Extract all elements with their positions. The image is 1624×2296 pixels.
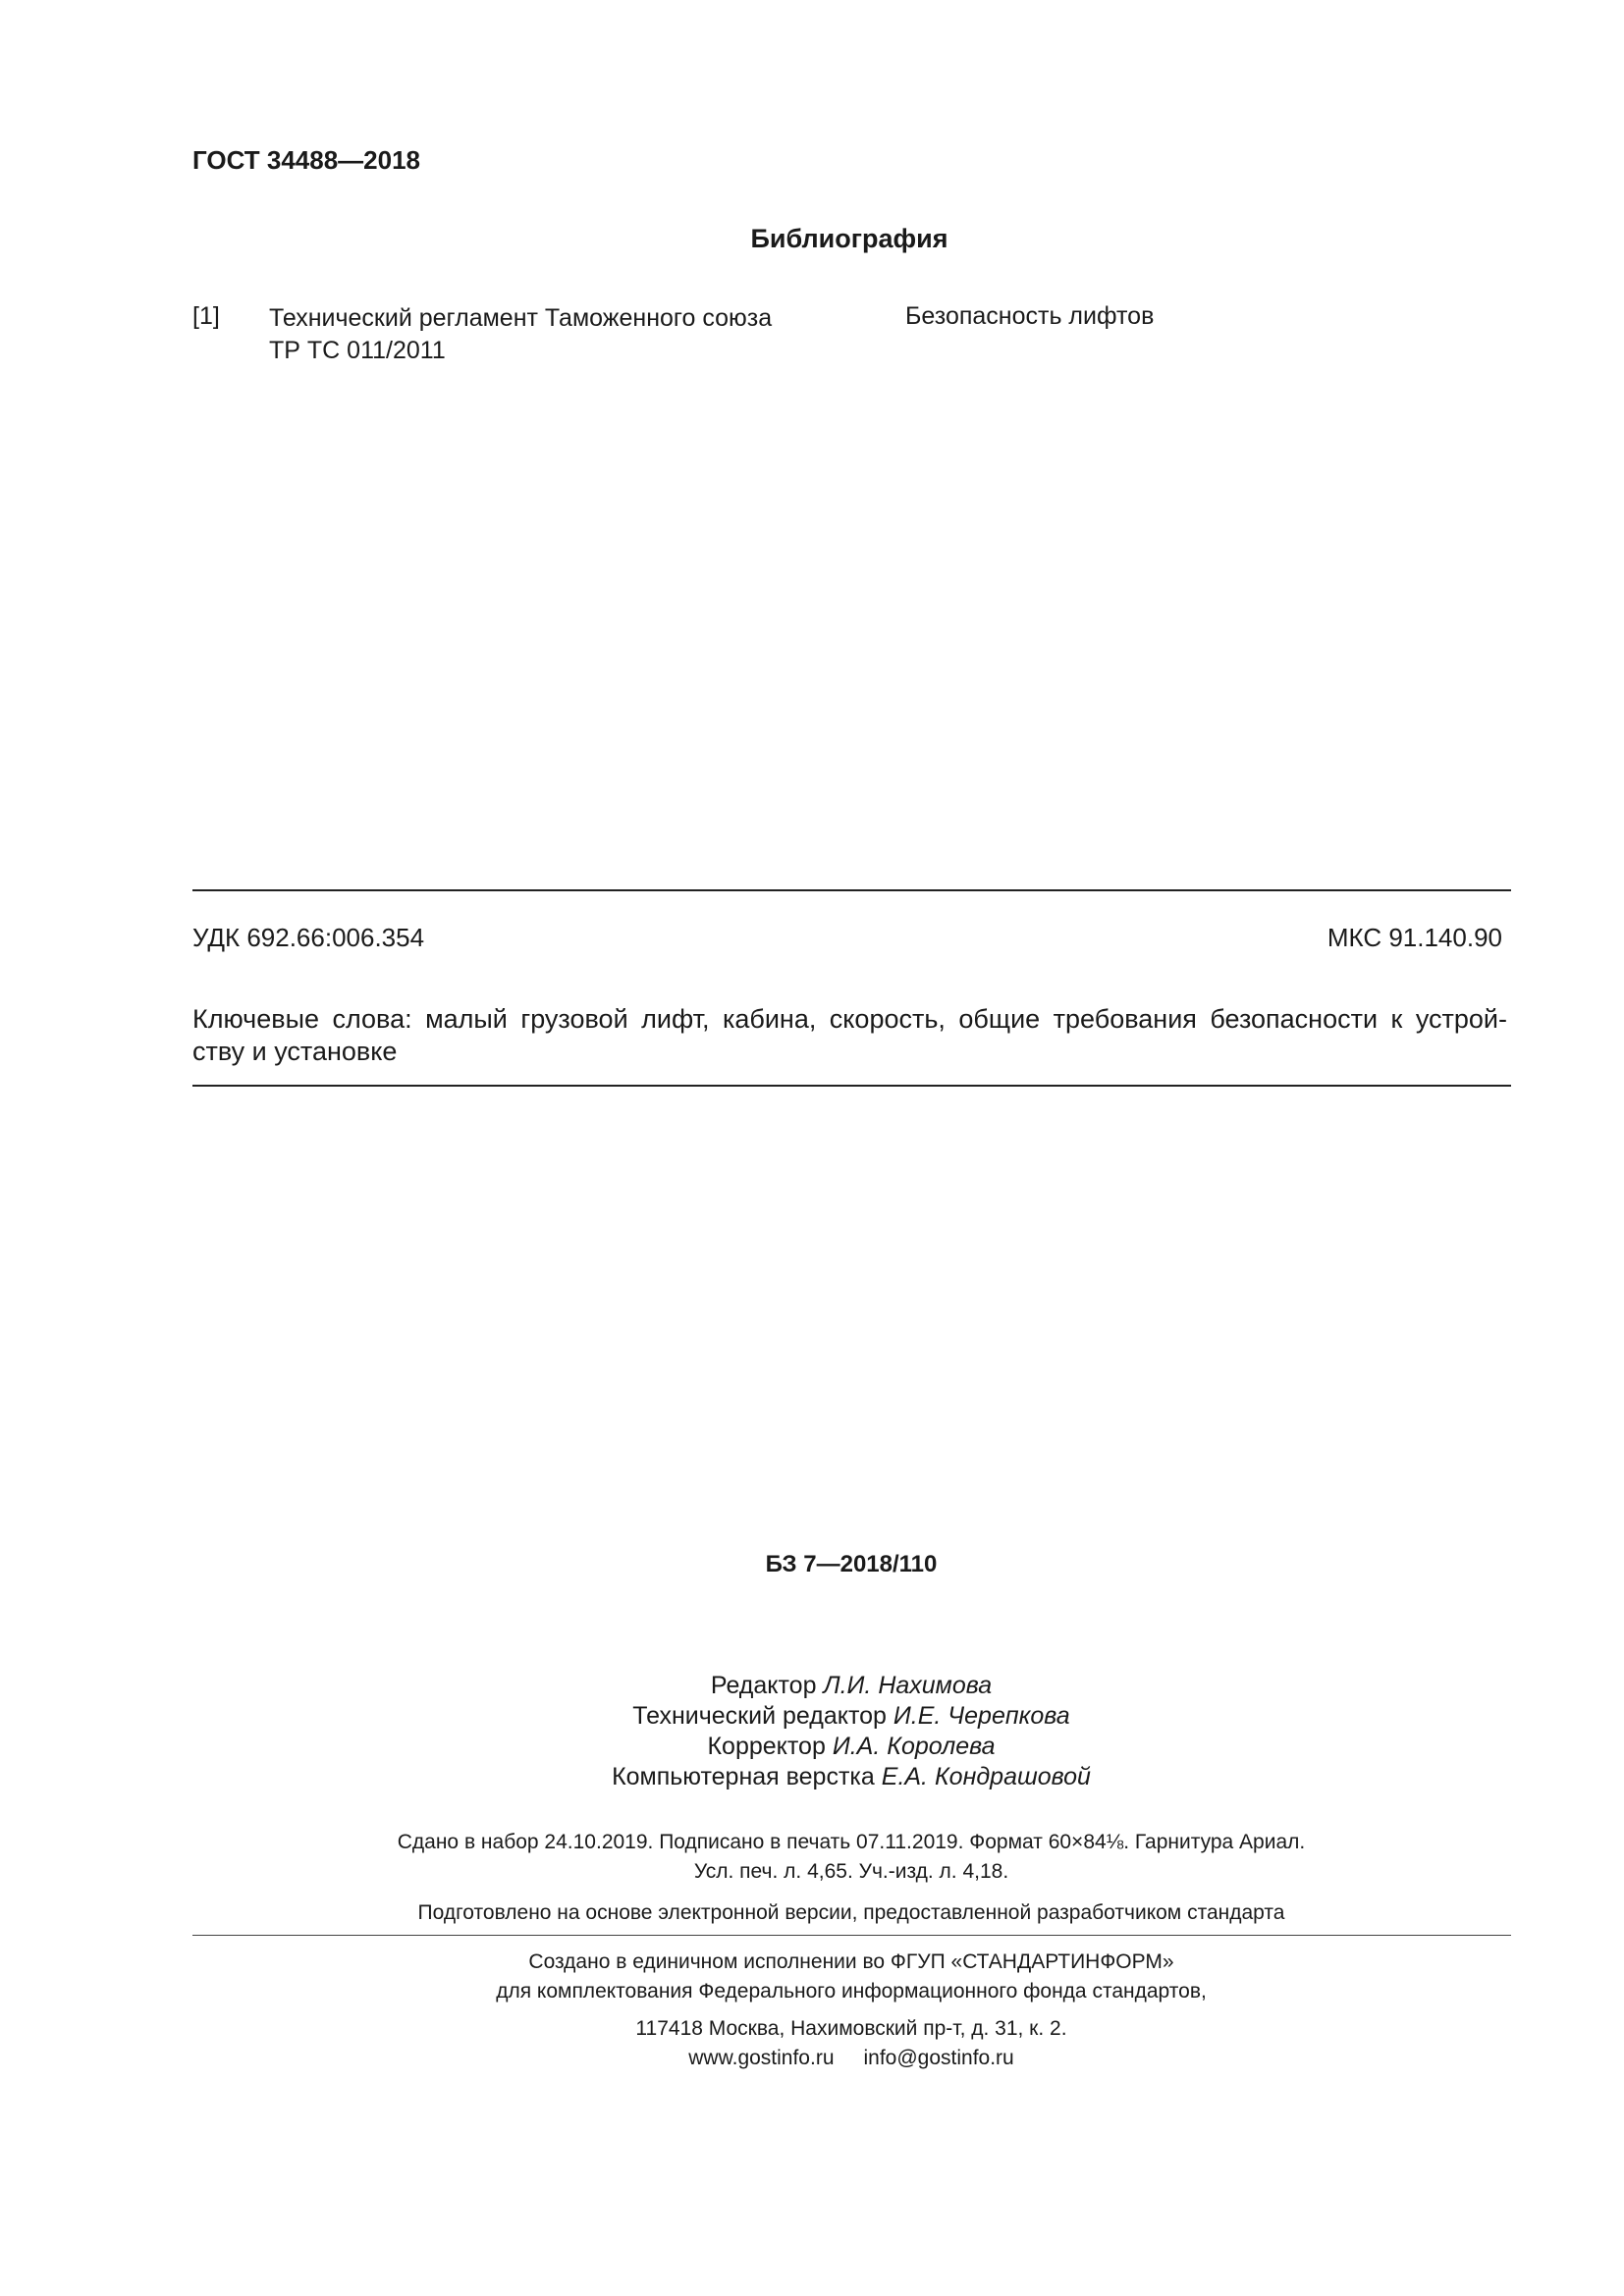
mks-code: МКС 91.140.90 [1326,923,1502,952]
credit-name: И.А. Королева [832,1733,996,1760]
document-code: ГОСТ 34488—2018 [192,145,420,175]
reference-number: [1] [192,302,220,330]
credit-role: Корректор [707,1733,826,1760]
credits [0,1671,1624,1792]
publisher [0,1948,1624,2006]
credit-layout [0,1762,1624,1792]
keywords [192,1003,1507,1068]
reference-source-line1: Технический регламент Таможенного союза [269,304,773,332]
reference-source-line2: ТР ТС 011/2011 [269,337,446,364]
contacts [0,2044,1624,2073]
divider-top [192,889,1511,891]
credit-name: Е.А. Кондрашовой [881,1763,1091,1790]
publisher-line2: для комплектования Федерального информационного фонда стандартов, [496,1980,1207,2002]
credit-role: Редактор [710,1672,817,1699]
imprint [0,1828,1624,1887]
imprint-line2: Усл. печ. л. 4,65. Уч.-изд. л. 4,18. [693,1860,1009,1883]
credit-name: Л.И. Нахимова [823,1672,993,1699]
keywords-line1: Ключевые слова: малый грузовой лифт, кабина, скорость, общие требования безопасности к устрой- [192,1004,1507,1034]
credit-proofreader [0,1732,1624,1762]
udk-code: УДК 692.66:006.354 [192,923,425,952]
reference-source [269,302,772,367]
keywords-line2: ству и установке [192,1037,398,1066]
prepared-note: Подготовлено на основе электронной версии, предоставленной разработчиком стандарта [417,1901,1285,1924]
credit-editor [0,1671,1624,1701]
imprint-line1: Сдано в набор 24.10.2019. Подписано в печать 07.11.2019. Формат 60×84⅛. Гарнитура Ариал. [397,1831,1306,1853]
credit-tech-editor [0,1701,1624,1732]
address-line: 117418 Москва, Нахимовский пр-т, д. 31, к. 2. [635,2017,1067,2040]
email-link[interactable]: info@gostinfo.ru [863,2047,1014,2069]
website-link[interactable]: www.gostinfo.ru [688,2047,835,2069]
credit-name: И.Е. Черепкова [893,1702,1070,1730]
reference-title: Безопасность лифтов [905,302,1155,330]
divider-footer [192,1935,1511,1936]
bz-number: БЗ 7—2018/110 [765,1551,938,1577]
publisher-line1: Создано в единичном исполнении во ФГУП «СТАНДАРТИНФОРМ» [528,1950,1174,1973]
bibliography-title: Библиография [750,224,948,253]
credit-role: Компьютерная верстка [612,1763,875,1790]
address [0,2014,1624,2073]
divider-keywords [192,1085,1511,1087]
credit-role: Технический редактор [632,1702,887,1730]
